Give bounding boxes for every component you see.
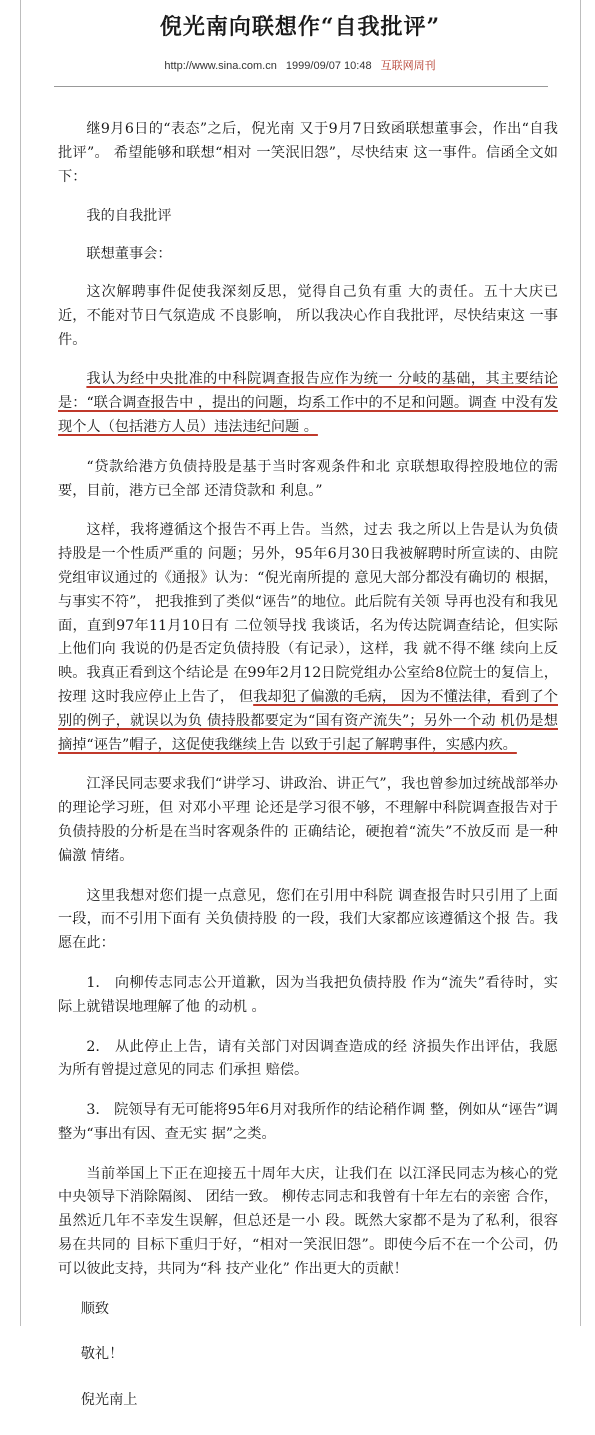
underlined-conclusion: 我认为经中央批准的中科院调查报告应作为统一 分岐的基础，其主要结论是：“联合调查报告中 ，提出的问题，均系工作中的不足和问题。调查 中没有发现个人（包括港方人员）违法违纪问题 。 [58,371,558,435]
left-border [20,0,21,1326]
article-title: 倪光南向联想作“自我批评” [159,14,441,40]
appeal-history-text: 这样，我将遵循这个报告不再上告。当然，过去 我之所以上告是认为负债持股是一个性质严重的 问题；另外，95年6月30日我被解聘时所宣读的、由院 党组审议通过的《通报》认为：“倪光南所提的 意见大部分都没有确切的 根据，与事实不符”， 把我推到了类似“诬告”的地位。此后院有关领 导再也没有和我见面，直到97年11月10日有 二位领导找 我谈话，名为传达院调查结论，但实际上他们向 我说的仍是否定负债持股（有记录），这样，我 就不得不继 续向上反映。我真正看到这个结论是 在99年2月12日院党组办公室给8位院士的复信上，按理 这时我应停止上告了， 但 [58,522,558,705]
paragraph-celebration: 当前举国上下正在迎接五十周年大庆，让我们在 以江泽民同志为核心的党中央领导下消除隔阂、 团结一致。 柳传志同志和我曾有十年左右的亲密 合作，虽然近几年不幸发生误解，但总还是一小 段。既然大家都不是为了私利，很容 易在共同的 目标下重归于好，“相对一笑泯旧怨”。即使今后不在一个公司，仍可以彼此支持，共同为“科 技产业化” 作出更大的贡献！ [58,1165,558,1277]
paragraph-appeal-history [58,519,558,757]
right-border [580,0,581,1326]
underlined-admission: 我却犯了偏激的毛病， 因为不懂法律，看到了个别的例子，就误以为负 债持股都要定为“国有资产流失”；另外一个动 机仍是想摘掉“诬告”帽子，这促使我继续上告 以致于引起了解聘事件，实感内疚。 [58,688,558,753]
publish-time: 1999/09/07 10:48 [285,60,372,72]
source-url[interactable]: http://www.sina.com.cn [164,60,277,72]
list-item-stop-appeal: 2. 从此停止上告，请有关部门对因调查造成的经 济损失作出评估，我愿为所有曾提过意见的同志 们承担 赔偿。 [58,1038,558,1079]
closing-salute: 敬礼！ [80,1346,124,1363]
salutation: 联想董事会： [86,246,172,263]
paragraph-report-conclusion [58,368,558,439]
intro-paragraph: 继9月6日的“表态”之后，倪光南 又于9月7日致函联想董事会，作出“自我批评”。 希望能够和联想“相对 一笑泯旧怨”，尽快结束 这一事件。信函全文如下： [58,121,558,185]
article-body [58,118,558,1435]
list-item-apology: 1. 向柳传志同志公开道歉，因为当我把负债持股 作为“流失”看待时，实际上就错误地理解了他 的动机 。 [58,974,558,1015]
closing-regards: 顺致 [80,1300,110,1317]
publisher-link[interactable]: 互联网周刊 [380,59,436,72]
paragraph-study: 江泽民同志要求我们“讲学习、讲政治、讲正气”，我也曾参加过统战部举办的理论学习班，但 对邓小平理 论还是学习很不够，不理解中科院调查报告对于负债持股的分析是在当时客观条件的 正确结论，硬抱着“流失”不放反而 是一种偏激 情绪。 [58,776,558,864]
paragraph-opinion: 这里我想对您们提一点意见，您们在引用中科院 调查报告时只引用了上面一段，而不引用下面有 关负债持股 的一段，我们大家都应该遵循这个报 告。我愿在此： [58,887,558,952]
source-line [20,57,580,73]
paragraph-reflection: 这次解聘事件促使我深刻反思，觉得自己负有重 大的责任。五十大庆已近，不能对节日气氛造成 不良影响， 所以我决心作自我批评，尽快结束这 一事件。 [58,283,558,348]
letter-title: 我的自我批评 [86,208,172,225]
list-item-adjust-conclusion: 3. 院领导有无可能将95年6月对我所作的结论稍作调 整，例如从“诬告”调整为“事出有因、查无实 据”之类。 [58,1102,558,1142]
paragraph-loan-quote: “贷款给港方负债持股是基于当时客观条件和北 京联想取得控股地位的需要，目前，港方已全部 还清贷款和 利息。” [58,458,558,499]
header-divider [54,86,548,87]
signature: 倪光南上 [80,1392,138,1409]
